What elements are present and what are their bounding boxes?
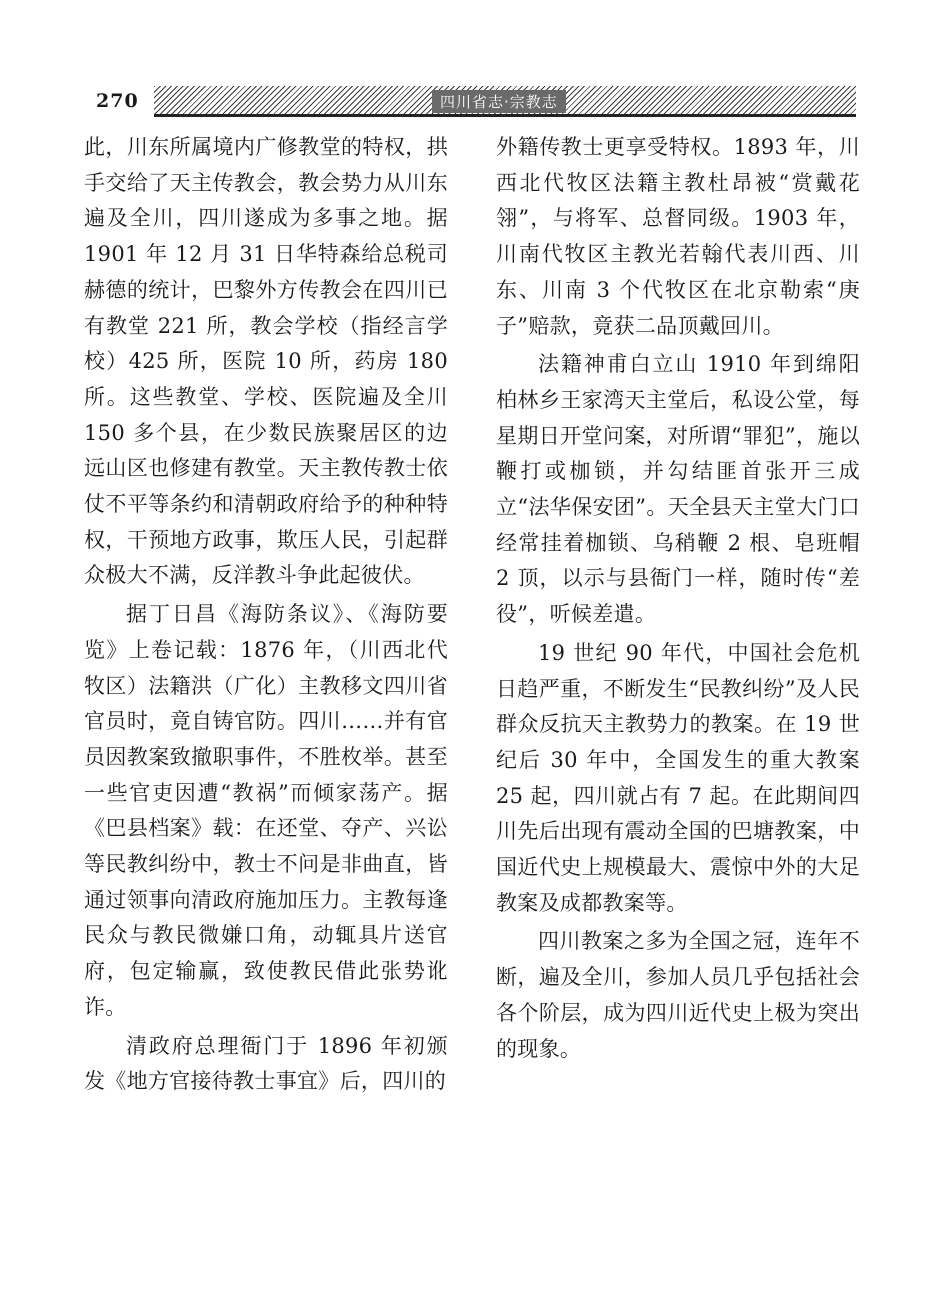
paragraph: 清政府总理衙门于 1896 年初颁发《地方官接待教士事宜》后，四川的	[84, 1033, 448, 1094]
paragraph: 法籍神甫白立山 1910 年到绵阳柏林乡王家湾天主堂后，私设公堂，每星期日开堂问案，对所谓“罪犯”，施以鞭打或枷锁，并勾结匪首张开三成立“法华保安团”。天全县天主堂大门口经常挂着枷锁、乌稍鞭 2 根、皂班帽 2 顶，以示与县衙门一样，随时传“差役”，听候差遣。	[496, 352, 860, 627]
page-header	[88, 86, 856, 120]
paragraph: 19 世纪 90 年代，中国社会危机日趋严重，不断发生“民教纠纷”及人民群众反抗天主教势力的教案。在 19 世纪后 30 年中，全国发生的重大教案 25 起，四川就占有 7 起。在此期间四川先后出现有震动全国的巴塘教案，中国近代史上规模最大、震惊中外的大足教案及成都教案等。	[496, 640, 860, 915]
page-number: 270	[96, 90, 139, 112]
running-title: 四川省志·宗教志	[432, 90, 566, 113]
paragraph: 此，川东所属境内广修教堂的特权，拱手交给了天主传教会，教会势力从川东遍及全川，四川遂成为多事之地。据1901 年 12 月 31 日华特森给总税司赫德的统计，巴黎外方传教会在四川已有教堂 221 所，教会学校（指经言学校）425 所，医院 10 所，药房 180 所。这些教堂、学校、医院遍及全川 150 多个县，在少数民族聚居区的边远山区也修建有教堂。天主教传教士依仗不平等条约和清朝政府给予的种种特权，干预地方政事，欺压人民，引起群众极大不满，反洋教斗争此起彼伏。	[84, 135, 448, 588]
left-column	[84, 130, 448, 1100]
right-column	[496, 130, 860, 1067]
paragraph: 四川教案之多为全国之冠，连年不断，遍及全川，参加人员几乎包括社会各个阶层，成为四川近代史上极为突出的现象。	[496, 929, 860, 1061]
paragraph: 据丁日昌《海防条议》、《海防要览》上卷记载：1876 年，（川西北代牧区）法籍洪（广化）主教移文四川省官员时，竟自铸官防。四川……并有官员因教案致撤职事件，不胜枚举。甚至一些官吏因遭“教祸”而倾家荡产。据《巴县档案》载：在还堂、夺产、兴讼等民教纠纷中，教士不问是非曲直，皆通过领事向清政府施加压力。主教每逢民众与教民微嫌口角，动辄具片送官府，包定输赢，致使教民借此张势讹诈。	[84, 602, 448, 1019]
paragraph: 外籍传教士更享受特权。1893 年，川西北代牧区法籍主教杜昂被“赏戴花翎”，与将军、总督同级。1903 年，川南代牧区主教光若翰代表川西、川东、川南 3 个代牧区在北京勒索“庚子”赔款，竟获二品顶戴回川。	[496, 135, 860, 338]
